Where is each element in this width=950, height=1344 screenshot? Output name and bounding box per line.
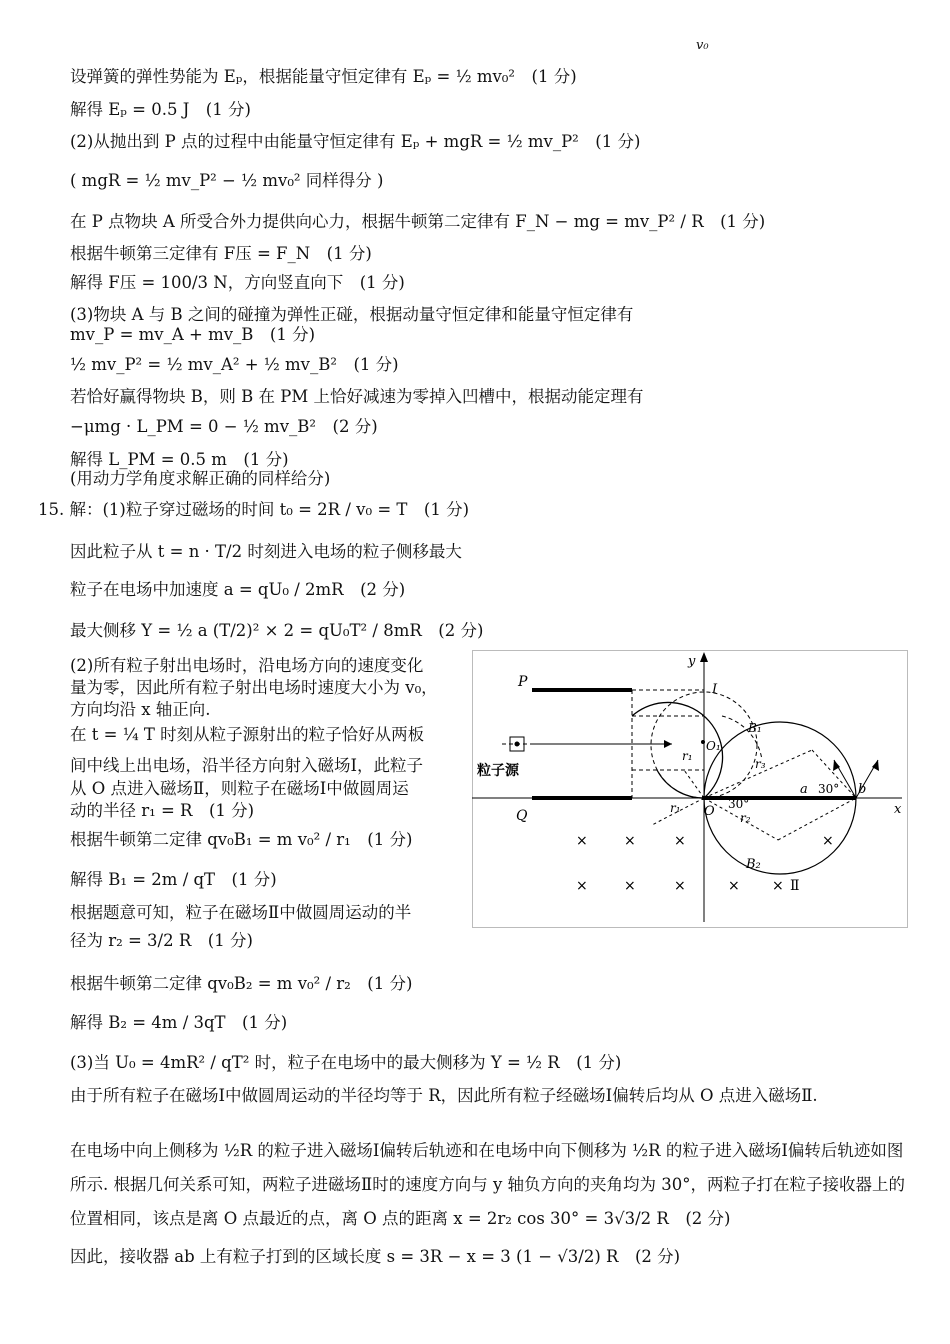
trajectory-lower xyxy=(657,770,704,798)
field-mark: × xyxy=(624,833,636,849)
text-paragraph: 在电场中向上侧移为 ½R 的粒子进入磁场Ⅰ偏转后轨迹和在电场中向下侧移为 ½R 的粒子进入磁场Ⅰ偏转后轨迹如图所示. 根据几何关系可知，两粒子进磁场Ⅱ时的速度方向与 y 轴负方向的夹角均为 30°，两粒子打在粒子接收器上的位置相同，该点是离 O 点最近的点，离 O 点的距离 x = 2r₂ cos 30° = 3√3/2 R (2 分) xyxy=(70,1141,906,1228)
text-paragraph: 由于所有粒子在磁场Ⅰ中做圆周运动的半径均等于 R，因此所有粒子经磁场Ⅰ偏转后均从 O 点进入磁场Ⅱ. xyxy=(70,1086,818,1105)
label-P: P xyxy=(518,674,528,690)
particle-arrow xyxy=(664,740,672,748)
text-line: 在 P 点物块 A 所受合外力提供向心力，根据牛顿第二定律有 F_N − mg = mv_P² / R (1 分) xyxy=(70,212,766,231)
text-line: 径为 r₂ = 3/2 R (1 分) xyxy=(70,931,253,950)
label-Q: Q xyxy=(516,808,528,824)
field-mark: × xyxy=(674,878,686,894)
text-line: −μmg · L_PM = 0 − ½ mv_B² (2 分) xyxy=(70,417,378,436)
text-line: 方向均沿 x 轴正向. xyxy=(70,700,211,719)
label-y: y xyxy=(688,654,696,669)
field-mark: × xyxy=(822,833,834,849)
header-fragment: v₀ xyxy=(696,38,709,53)
text-line: 解得 Eₚ = 0.5 J (1 分) xyxy=(70,100,251,119)
particle-source-dot xyxy=(515,742,520,747)
text-line: mv_P = mv_A + mv_B (1 分) xyxy=(70,325,316,344)
field-mark: × xyxy=(624,878,636,894)
text-line: 解得 L_PM = 0.5 m (1 分) xyxy=(70,450,289,469)
text-line: (2)所有粒子射出电场时，沿电场方向的速度变化 xyxy=(70,656,424,675)
label-r2: r₂ xyxy=(740,811,751,825)
text-line: 根据牛顿第二定律 qv₀B₂ = m v₀² / r₂ (1 分) xyxy=(70,974,413,993)
text-line: 解得 F压 = 100/3 N，方向竖直向下 (1 分) xyxy=(70,273,405,292)
label-O1: O₁ xyxy=(706,739,721,753)
field-mark: × xyxy=(674,833,686,849)
label-angle-O: 30° xyxy=(728,797,750,811)
text-line: 解得 B₂ = 4m / 3qT (1 分) xyxy=(70,1013,288,1032)
label-source: 粒子源 xyxy=(477,763,519,779)
label-b: b xyxy=(858,782,867,797)
text-line: 解得 B₁ = 2m / qT (1 分) xyxy=(70,870,277,889)
text-line: 设弹簧的弹性势能为 Eₚ，根据能量守恒定律有 Eₚ = ½ mv₀² (1 分) xyxy=(70,67,577,86)
label-r3: r₃ xyxy=(755,757,766,771)
text-line: (用动力学角度求解正确的同样给分) xyxy=(70,469,331,488)
label-region-I: Ⅰ xyxy=(712,682,718,697)
label-region-II: Ⅱ xyxy=(790,878,800,894)
text-line: 根据题意可知，粒子在磁场Ⅱ中做圆周运动的半 xyxy=(70,903,412,922)
text-line: 15. 解：(1)粒子穿过磁场的时间 t₀ = 2R / v₀ = T (1 分) xyxy=(38,500,470,519)
text-line: ( mgR = ½ mv_P² − ½ mv₀² 同样得分 ) xyxy=(70,171,384,190)
text-line: ½ mv_P² = ½ mv_A² + ½ mv_B² (1 分) xyxy=(70,355,399,374)
text-line: (3)当 U₀ = 4mR² / qT² 时，粒子在电场中的最大侧移为 Y = ½ R (1 分) xyxy=(70,1053,622,1072)
label-O: O xyxy=(704,804,715,819)
text-line: 动的半径 r₁ = R (1 分) xyxy=(70,801,255,820)
figure-magnetic-field-diagram xyxy=(472,650,908,928)
text-line: 最大侧移 Y = ½ a (T/2)² × 2 = qU₀T² / 8mR (2 分) xyxy=(70,621,484,640)
label-B2: B₂ xyxy=(746,857,761,872)
text-line: 因此粒子从 t = n · T/2 时刻进入电场的粒子侧移最大 xyxy=(70,542,462,561)
text-line: 根据牛顿第二定律 qv₀B₁ = m v₀² / r₁ (1 分) xyxy=(70,830,413,849)
text-line: 从 O 点进入磁场Ⅱ，则粒子在磁场Ⅰ中做圆周运 xyxy=(70,779,409,798)
text-line: 根据牛顿第三定律有 F压 = F_N (1 分) xyxy=(70,244,372,263)
label-angle-b: 30° xyxy=(818,782,840,796)
field-mark: × xyxy=(772,878,784,894)
text-line: (3)物块 A 与 B 之间的碰撞为弹性正碰，根据动量守恒定律和能量守恒定律有 xyxy=(70,305,634,324)
radius-r1-top xyxy=(684,770,704,798)
text-line: 量为零，因此所有粒子射出电场时速度大小为 v₀， xyxy=(70,678,438,697)
field-mark: × xyxy=(576,878,588,894)
text-line: 间中线上出电场，沿半径方向射入磁场Ⅰ，此粒子 xyxy=(70,756,424,775)
label-r1-top: r₁ xyxy=(682,749,693,763)
text-line: 若恰好赢得物块 B，则 B 在 PM 上恰好减速为零掉入凹槽中，根据动能定理有 xyxy=(70,387,644,406)
text-line: 粒子在电场中加速度 a = qU₀ / 2mR (2 分) xyxy=(70,580,406,599)
y-axis-arrow xyxy=(700,652,708,662)
label-a: a xyxy=(800,782,808,797)
text-line: 因此，接收器 ab 上有粒子打到的区域长度 s = 3R − x = 3 (1 − √3/2) R (2 分) xyxy=(70,1247,681,1266)
text-line: (2)从抛出到 P 点的过程中由能量守恒定律有 Eₚ + mgR = ½ mv_P² (1 分) xyxy=(70,132,641,151)
field-mark: × xyxy=(728,878,740,894)
label-r1-bottom: r₁ xyxy=(670,801,681,815)
figure-border xyxy=(473,651,908,928)
center-O1 xyxy=(701,740,705,744)
label-B1: B₁ xyxy=(748,721,762,735)
text-line: 在 t = ¼ T 时刻从粒子源射出的粒子恰好从两板 xyxy=(70,725,425,744)
field-mark: × xyxy=(576,833,588,849)
label-x: x xyxy=(894,802,902,817)
radius-r2b xyxy=(778,798,856,840)
